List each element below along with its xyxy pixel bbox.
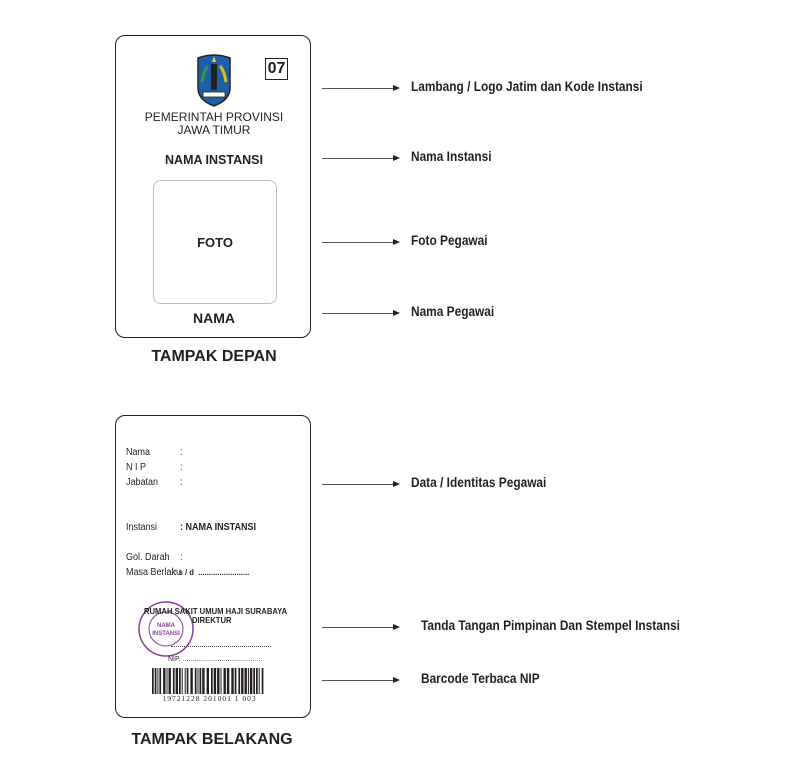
arrow-icon: [322, 88, 398, 89]
gov-line-2: JAWA TIMUR: [177, 123, 251, 137]
barcode-bar: [155, 668, 157, 694]
field-label: Nama: [126, 447, 151, 458]
agency-name: NAMA INSTANSI: [165, 153, 263, 167]
annotation-label: Lambang / Logo Jatim dan Kode Instansi: [411, 79, 643, 94]
barcode-bar: [238, 668, 240, 694]
barcode-bar: [179, 668, 181, 694]
barcode-bar: [231, 668, 233, 694]
barcode-bar: [248, 668, 249, 694]
annotation-label: Nama Instansi: [411, 149, 492, 164]
signature-line: [171, 646, 271, 647]
jatim-logo-icon: [194, 52, 234, 108]
barcode-bar: [259, 668, 260, 694]
agency-code: 07: [265, 58, 288, 80]
barcode-bar: [200, 668, 202, 694]
barcode-bar: [152, 668, 154, 694]
barcode-bar: [207, 668, 209, 694]
barcode-bar: [159, 668, 161, 694]
field-value: : NAMA INSTANSI: [180, 522, 257, 533]
annotation-label: Nama Pegawai: [411, 304, 495, 319]
field-value: :: [180, 477, 183, 488]
barcode-bar: [227, 668, 229, 694]
id-card-back: [115, 415, 311, 718]
annotation-label: Tanda Tangan Pimpinan Dan Stempel Instansi: [421, 618, 680, 633]
annotation-label: Foto Pegawai: [411, 233, 488, 248]
barcode-bar: [190, 668, 192, 694]
barcode-bar: [163, 668, 165, 694]
barcode-bar: [245, 668, 247, 694]
svg-text:NAMA: NAMA: [157, 623, 175, 629]
barcode-bar: [173, 668, 175, 694]
barcode-bar: [256, 668, 258, 694]
id-card-front: [115, 35, 311, 338]
field-value: :: [180, 462, 183, 473]
field-label: Gol. Darah: [126, 552, 170, 563]
hospital-name: RUMAH SAKIT UMUM HAJI SURABAYA: [144, 606, 288, 616]
barcode-bar: [250, 668, 252, 694]
field-label: N I P: [126, 462, 147, 473]
barcode-bar: [217, 668, 219, 694]
signatory-nip: NIP. .........................................: [168, 656, 263, 663]
annotation-label: Barcode Terbaca NIP: [421, 671, 540, 686]
nip-barcode: [152, 668, 267, 694]
arrow-icon: [322, 313, 398, 314]
barcode-bar: [241, 668, 243, 694]
barcode-bar: [214, 668, 216, 694]
barcode-bar: [211, 668, 213, 694]
field-value: : s / d ........................: [174, 567, 250, 577]
arrow-icon: [322, 680, 398, 681]
barcode-bar: [253, 668, 255, 694]
barcode-bar: [202, 668, 204, 694]
front-caption: TAMPAK DEPAN: [151, 348, 277, 365]
field-value: :: [180, 447, 183, 458]
government-name: [116, 111, 312, 137]
barcode-bar: [224, 668, 226, 694]
back-caption: TAMPAK BELAKANG: [131, 731, 293, 748]
barcode-number: 19721228 201001 1 003: [162, 694, 257, 703]
barcode-bar: [262, 668, 264, 694]
photo-label: FOTO: [197, 234, 233, 250]
barcode-bar: [235, 668, 237, 694]
photo-placeholder: [153, 180, 277, 304]
svg-text:INSTANSI: INSTANSI: [152, 631, 180, 637]
arrow-icon: [322, 627, 398, 628]
field-label: Instansi: [126, 522, 158, 533]
barcode-bar: [182, 668, 183, 694]
barcode-bar: [221, 668, 222, 694]
barcode-bar: [198, 668, 199, 694]
barcode-bar: [169, 668, 171, 694]
barcode-bar: [157, 668, 158, 694]
field-label: Masa Berlaku: [126, 567, 182, 578]
arrow-icon: [322, 484, 398, 485]
field-label: Jabatan: [126, 477, 159, 488]
barcode-bar: [195, 668, 197, 694]
barcode-bar: [176, 668, 178, 694]
field-value: :: [180, 552, 183, 563]
gov-line-1: PEMERINTAH PROVINSI: [144, 110, 284, 124]
barcode-bar: [167, 668, 168, 694]
arrow-icon: [322, 158, 398, 159]
employee-name: NAMA: [193, 310, 235, 326]
barcode-bar: [185, 668, 186, 694]
annotation-label: Data / Identitas Pegawai: [411, 475, 547, 490]
barcode-bar: [187, 668, 189, 694]
signatory-title: DIREKTUR: [192, 615, 232, 625]
arrow-icon: [322, 242, 398, 243]
